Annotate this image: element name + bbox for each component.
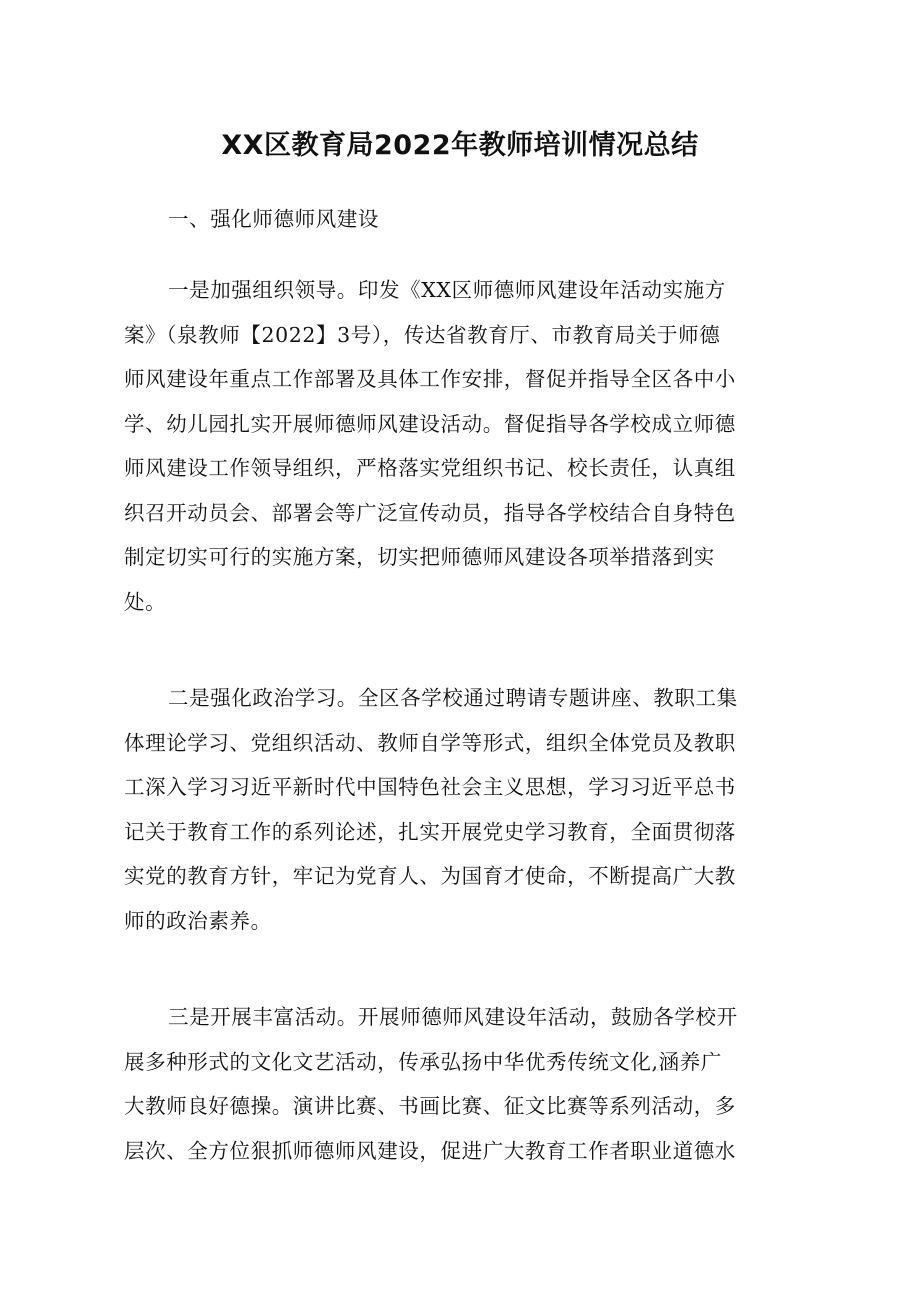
paragraph-line: 师风建设年重点工作部署及具体工作安排，督促并指导全区各中小 (124, 367, 736, 391)
paragraph-3 (124, 995, 796, 1173)
paragraph-2 (124, 676, 796, 943)
document-title: XX区教育局2022年教师培训情况总结 (221, 130, 699, 161)
paragraph-line: 师的政治素养。 (124, 908, 272, 933)
paragraph-line: 记关于教育工作的系列论述，扎实开展党史学习教育，全面贯彻落 (124, 819, 736, 844)
paragraph-line: 案》（泉教师【2022】3号），传达省教育厅、市教育局关于师德 (124, 322, 721, 347)
paragraph-line: 实党的教育方针，牢记为党育人、为国育才使命，不断提高广大教 (124, 864, 736, 888)
paragraph-line: 织召开动员会、部署会等广泛宣传动员，指导各学校结合自身特色 (124, 500, 736, 525)
section-heading-text: 一、强化师德师风建设 (168, 207, 379, 231)
paragraph-line: 师风建设工作领导组织，严格落实党组织书记、校长责任，认真组 (124, 456, 736, 480)
paragraph-line: 处。 (124, 589, 167, 614)
paragraph-line: 展多种形式的文化文艺活动，传承弘扬中华优秀传统文化,涵养广 (124, 1049, 722, 1074)
paragraph-line: 学、幼儿园扎实开展师德师风建设活动。督促指导各学校成立师德 (124, 411, 736, 436)
paragraph-line: 层次、全方位狠抓师德师风建设，促进广大教育工作者职业道德水 (124, 1138, 736, 1163)
paragraph-line: 体理论学习、党组织活动、教师自学等形式，组织全体党员及教职 (124, 730, 736, 755)
paragraph-line: 三是开展丰富活动。开展师德师风建设年活动，鼓励各学校开 (168, 1005, 738, 1029)
paragraph-line: 工深入学习习近平新时代中国特色社会主义思想，学习习近平总书 (124, 775, 736, 799)
paragraph-line: 大教师良好德操。演讲比赛、书画比赛、征文比赛等系列活动，多 (124, 1094, 736, 1118)
paragraph-1 (124, 268, 796, 624)
section-heading (124, 197, 796, 242)
paragraph-line: 一是加强组织领导。印发《XX区师德师风建设年活动实施方 (168, 278, 726, 302)
paragraph-line: 制定切实可行的实施方案，切实把师德师风建设各项举措落到实 (124, 545, 715, 569)
paragraph-line: 二是强化政治学习。全区各学校通过聘请专题讲座、教职工集 (168, 686, 738, 710)
